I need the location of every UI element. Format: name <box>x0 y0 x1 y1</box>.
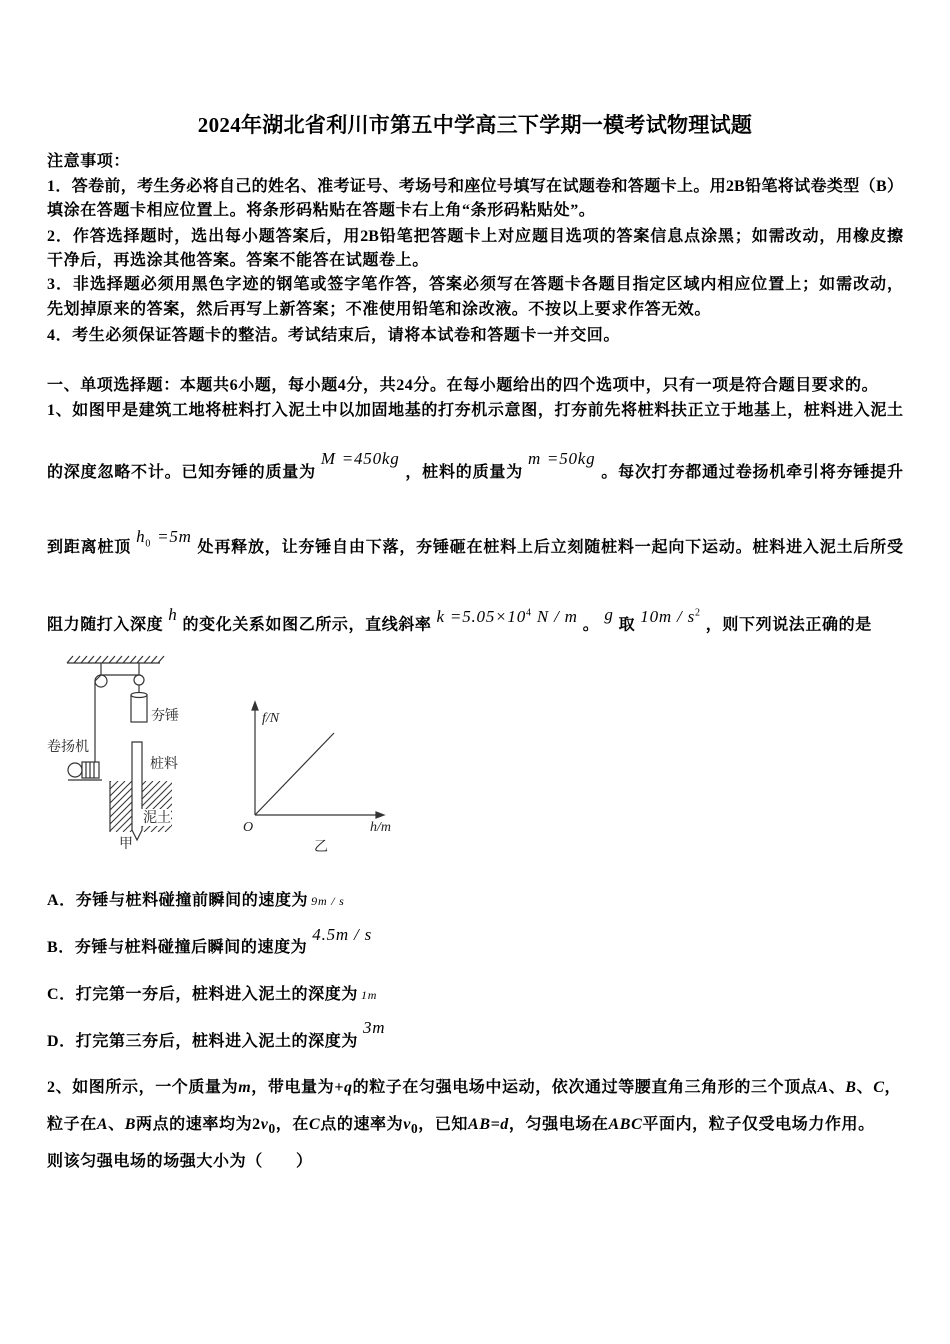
q2-text: 的粒子在匀强电场中运动，依次通过等腰直角三角形的三个顶点 <box>352 1079 818 1096</box>
q2-var: C <box>308 1116 321 1133</box>
formula-superscript: 2 <box>694 607 701 618</box>
ceiling-hatching <box>67 656 164 663</box>
option-text: A．夯锤与桩料碰撞前瞬间的速度为 <box>47 892 309 909</box>
hammer-top <box>131 693 147 698</box>
q2-line-2 <box>47 1115 903 1139</box>
q2-var: v <box>403 1116 411 1133</box>
x-axis-label: h/m <box>370 820 391 835</box>
q2-var: A <box>817 1079 829 1096</box>
hammer-body <box>131 695 147 722</box>
q2-subscript: 0 <box>268 1121 276 1137</box>
q2-text: ， <box>884 1079 902 1096</box>
option-value: 1m <box>360 988 378 1002</box>
formula-part: 10m / s <box>640 606 695 626</box>
notice-line: 4．考生必须保证答题卡的整洁。考试结束后，请将本试卷和答题卡一并交回。 <box>47 327 621 344</box>
notice-line: 1．答卷前，考生务必将自己的姓名、准考证号、考场号和座位号填写在试题卷和答题卡上。用2B铅笔将试卷类型（B） <box>47 178 903 195</box>
q1-text: 取 <box>618 616 636 634</box>
q2-text: ，在 <box>275 1116 309 1133</box>
q1-line-4 <box>47 604 903 636</box>
origin-label: O <box>243 820 254 835</box>
q2-text: 、 <box>108 1116 125 1133</box>
q2-text: 、 <box>828 1079 846 1096</box>
formula-drop-height <box>136 527 192 550</box>
section-heading: 一、单项选择题：本题共6小题，每小题4分，共24分。在每小题给出的四个选项中，只有一项是符合题目要求的。 <box>47 377 879 394</box>
notice-line: 先划掉原来的答案，然后再写上新答案；不准使用铅笔和涂改液。不按以上要求作答无效。 <box>47 301 712 318</box>
option-value: 3m <box>362 1018 386 1037</box>
notice-heading: 注意事项： <box>47 153 131 170</box>
notice-line: 填涂在答题卡相应位置上。将条形码粘贴在答题卡右上角“条形码粘贴处”。 <box>47 202 596 219</box>
soil-label: 泥土 <box>143 811 171 826</box>
q2-var: ABC <box>608 1116 643 1133</box>
formula-part: N / m <box>531 606 578 626</box>
q2-var: +q <box>334 1079 353 1096</box>
q2-text: ，带电量为 <box>251 1079 335 1096</box>
option-text: D．打完第三夯后，桩料进入泥土的深度为 <box>47 1033 358 1050</box>
q1-line-1: 1、如图甲是建筑工地将桩料打入泥土中以加固地基的打夯机示意图，打夯前先将桩料扶正立于地基上，桩料进入泥土 <box>47 402 903 419</box>
notice-line: 干净后，再选涂其他答案。答案不能答在试题卷上。 <box>47 252 429 269</box>
figure-caption-b: 乙 <box>314 840 328 855</box>
q2-text: 粒子在 <box>47 1116 97 1133</box>
q2-text: 2、如图所示，一个质量为 <box>47 1079 239 1096</box>
formula-part: h <box>136 527 146 546</box>
q2-text: 平面内，粒子仅受电场力作用。 <box>642 1116 875 1133</box>
formula-superscript: 4 <box>526 607 532 618</box>
y-axis-label: f/N <box>262 711 280 726</box>
option-value: 9m / s <box>311 894 345 908</box>
figure-caption-a: 甲 <box>119 837 133 852</box>
pile-body <box>132 742 142 840</box>
q2-text: 两点的速率均为2 <box>135 1116 261 1133</box>
q1-text: ，桩料的质量为 <box>404 464 523 481</box>
formula-part: k =5.05×10 <box>436 606 527 626</box>
formula-subscript: 0 <box>145 538 152 550</box>
q2-text: 、 <box>856 1079 874 1096</box>
option-c <box>47 985 903 1005</box>
q1-line-3 <box>47 527 903 564</box>
option-a <box>47 891 903 911</box>
formula-slope <box>437 607 578 626</box>
hammer-label: 夯锤 <box>151 709 179 724</box>
q1-text: 的变化关系如图乙所示，直线斜率 <box>182 616 432 634</box>
q2-text: ，匀强电场在 <box>508 1116 609 1133</box>
q1-text: 。 <box>582 616 600 634</box>
formula-gravity-value <box>640 607 701 626</box>
formula-pile-mass: m =50kg <box>528 449 596 468</box>
winch-label: 卷扬机 <box>47 740 89 755</box>
q2-text: ，已知 <box>418 1116 469 1133</box>
q2-var: m <box>238 1079 252 1096</box>
left-pulley <box>95 675 107 687</box>
q2-var: B <box>124 1116 136 1133</box>
q2-line-3: 则该匀强电场的场强大小为（ ） <box>47 1153 313 1170</box>
formula-depth: h <box>168 604 178 624</box>
q1-text: 的深度忽略不计。已知夯锤的质量为 <box>47 464 316 481</box>
right-pulley <box>134 675 144 685</box>
q2-var: v <box>260 1116 269 1133</box>
q1-text: 到距离桩顶 <box>47 539 132 556</box>
q2-text: 点的速率为 <box>320 1116 404 1133</box>
q2-var: B <box>845 1079 857 1096</box>
page-title: 2024年湖北省利川市第五中学高三下学期一模考试物理试题 <box>197 113 753 137</box>
q1-line-2 <box>47 449 903 483</box>
formula-g: g <box>604 604 614 624</box>
winch-coil <box>86 762 94 778</box>
y-axis-arrow <box>252 702 258 710</box>
q2-line-1 <box>47 1078 903 1098</box>
q2-subscript: 0 <box>410 1121 419 1137</box>
q1-text: 。每次打夯都通过卷扬机牵引将夯锤提升 <box>600 464 903 481</box>
q1-text: 阻力随打入深度 <box>47 616 164 634</box>
option-b <box>47 925 903 958</box>
x-axis-arrow <box>376 812 384 818</box>
q1-text: ，则下列说法正确的是 <box>705 616 872 634</box>
q2-var: A <box>96 1116 109 1133</box>
q2-var: C <box>873 1079 885 1096</box>
notice-line: 3．非选择题必须用黑色字迹的钢笔或签字笔作答，答案必须写在答题卡各题目指定区域内相应位置上；如需改动， <box>47 276 903 293</box>
q1-text: 处再释放，让夯锤自由下落，夯锤砸在桩料上后立刻随桩料一起向下运动。桩料进入泥土后所受 <box>196 539 903 556</box>
graph-line <box>255 733 334 815</box>
winch-motor <box>68 763 82 777</box>
q2-var: AB=d <box>468 1116 509 1133</box>
formula-part: =5m <box>151 527 192 546</box>
q1-figure <box>40 650 410 862</box>
option-value: 4.5m / s <box>312 925 373 944</box>
formula-hammer-mass: M =450kg <box>320 449 400 468</box>
option-d <box>47 1018 903 1052</box>
option-text: B．夯锤与桩料碰撞后瞬间的速度为 <box>47 939 308 956</box>
notice-line: 2．作答选择题时，选出每小题答案后，用2B铅笔把答题卡上对应题目选项的答案信息点涂黑；如需改动，用橡皮擦 <box>47 228 903 245</box>
pile-label: 桩料 <box>150 757 178 772</box>
option-text: C．打完第一夯后，桩料进入泥土的深度为 <box>47 986 358 1003</box>
